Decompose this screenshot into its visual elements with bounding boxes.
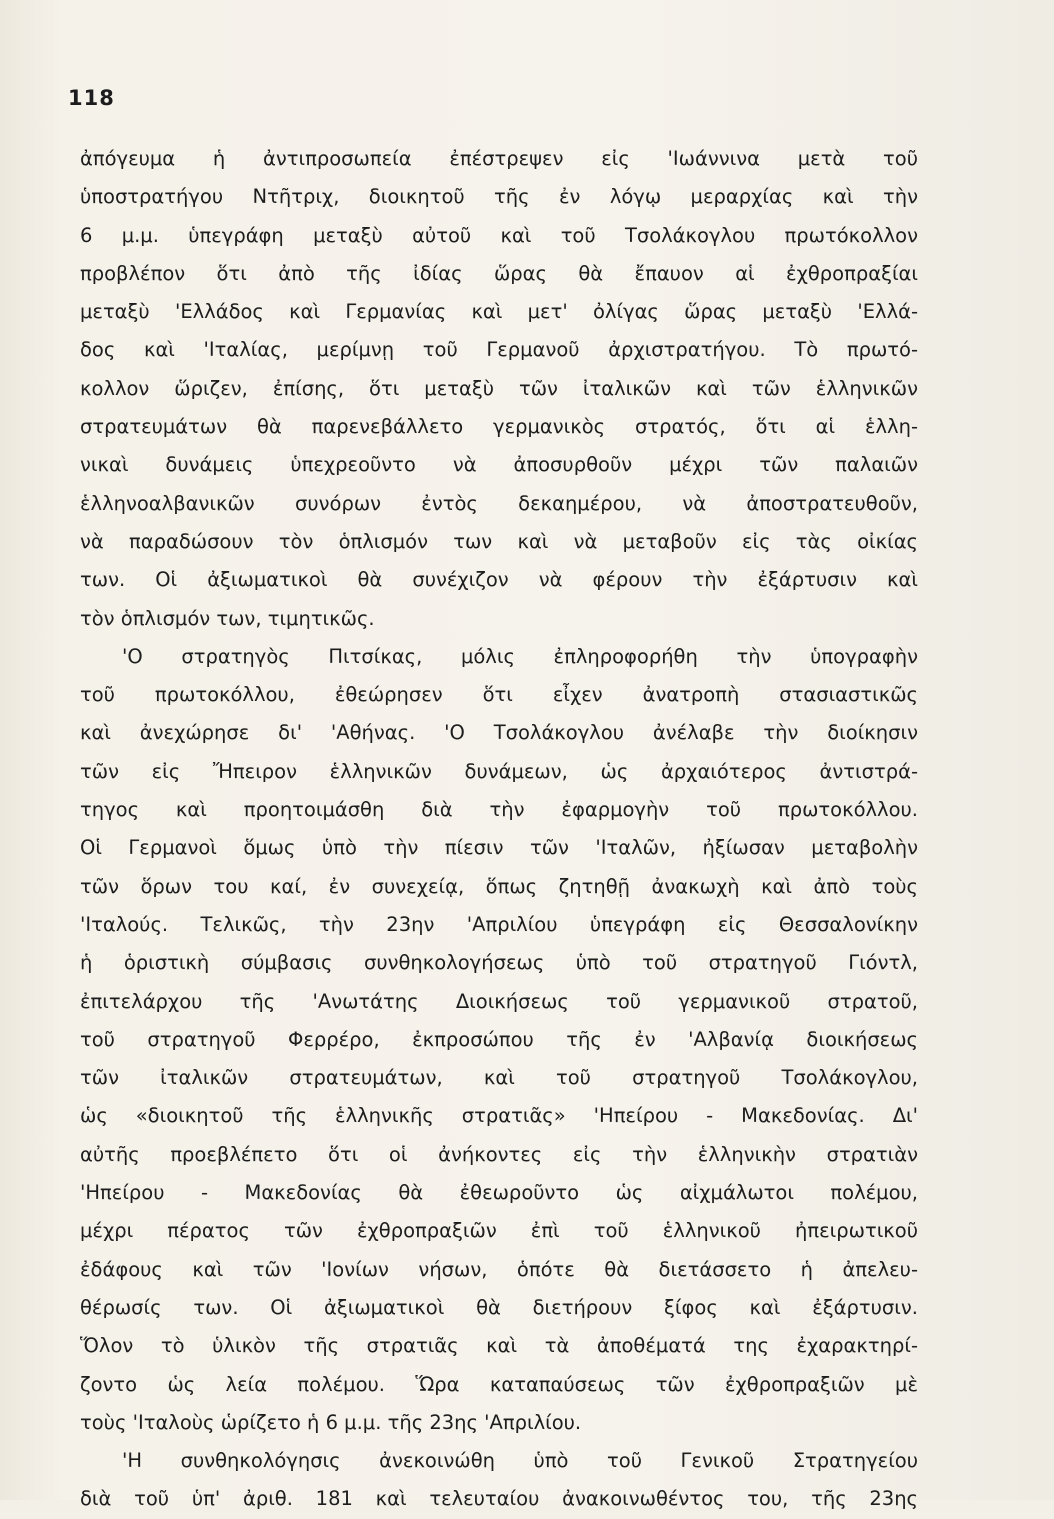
text-line: στρατευμάτων θὰ παρενεβάλλετο γερμανικὸς στρατός, ὅτι αἱ ἑλλη-	[80, 415, 918, 439]
text-line: ἀπόγευμα ἡ ἀντιπροσωπεία ἐπέστρεψεν εἰς 'Ιωάννινα μετὰ τοῦ	[80, 147, 918, 170]
text-line: θέρωσίς των. Οἱ ἀξιωματικοὶ θὰ διετήρουν ξίφος καὶ ἐξάρτυσιν.	[80, 1295, 918, 1319]
text-line: καὶ ἀνεχώρησε δι' 'Αθήνας. 'Ο Τσολάκογλου ἀνέλαβε τὴν διοίκησιν	[80, 721, 918, 745]
text-line: 'Η συνθηκολόγησις ἀνεκοινώθη ὑπὸ τοῦ Γενικοῦ Στρατηγείου	[122, 1449, 918, 1473]
text-line: προβλέπον ὅτι ἀπὸ τῆς ἰδίας ὥρας θὰ ἔπαυον αἱ ἐχθροπραξίαι	[80, 261, 918, 285]
text-line: Ὅλον τὸ ὑλικὸν τῆς στρατιᾶς καὶ τὰ ἀποθέματά της ἐχαρακτηρί-	[80, 1334, 918, 1358]
text-line: τῶν εἰς Ἤπειρον ἑλληνικῶν δυνάμεων, ὡς ἀρχαιότερος ἀντιστρά-	[80, 759, 918, 783]
text-line: ἡ ὁριστικὴ σύμβασις συνθηκολογήσεως ὑπὸ τοῦ στρατηγοῦ Γιόντλ,	[80, 951, 918, 975]
text-line: των. Οἱ ἀξιωματικοὶ θὰ συνέχιζον νὰ φέρουν τὴν ἐξάρτυσιν καὶ	[80, 568, 918, 592]
text-line: 'Ο στρατηγὸς Πιτσίκας, μόλις ἐπληροφορήθη τὴν ὑπογραφὴν	[122, 644, 918, 668]
text-line: 'Ηπείρου - Μακεδονίας θὰ ἐθεωροῦντο ὡς αἰχμάλωτοι πολέμου,	[80, 1181, 918, 1205]
text-line: ὡς «διοικητοῦ τῆς ἑλληνικῆς στρατιᾶς» 'Ηπείρου - Μακεδονίας. Δι'	[80, 1104, 918, 1128]
text-line: 'Ιταλούς. Τελικῶς, τὴν 23ην 'Απριλίου ὑπεγράφη εἰς Θεσσαλονίκην	[80, 912, 918, 936]
text-line: ἐδάφους καὶ τῶν 'Ιονίων νήσων, ὁπότε θὰ διετάσσετο ἡ ἀπελευ-	[80, 1257, 918, 1281]
text-line: ἐπιτελάρχου τῆς 'Ανωτάτης Διοικήσεως τοῦ γερμανικοῦ στρατοῦ,	[80, 989, 918, 1013]
page-number: 118	[68, 86, 115, 110]
text-line: νὰ παραδώσουν τὸν ὁπλισμόν των καὶ νὰ μεταβοῦν εἰς τὰς οἰκίας	[80, 529, 918, 553]
text-line: ὑποστρατήγου Ντῆτριχ, διοικητοῦ τῆς ἐν λόγῳ μεραρχίας καὶ τὴν	[80, 185, 918, 209]
text-line: τῶν ἰταλικῶν στρατευμάτων, καὶ τοῦ στρατηγοῦ Τσολάκογλου,	[80, 1066, 918, 1090]
paragraph	[80, 140, 918, 638]
text-line: ζοντο ὡς λεία πολέμου. Ὥρα καταπαύσεως τῶν ἐχθροπραξιῶν μὲ	[80, 1372, 918, 1396]
text-line: ἑλληνοαλβανικῶν συνόρων ἐντὸς δεκαημέρου, νὰ ἀποστρατευθοῦν,	[80, 491, 918, 515]
paragraph	[80, 638, 918, 1442]
paragraph	[80, 1442, 918, 1519]
text-line: μεταξὺ 'Ελλάδος καὶ Γερμανίας καὶ μετ' ὀλίγας ὥρας μεταξὺ 'Ελλά-	[80, 300, 918, 324]
text-line: τὸν ὁπλισμόν των, τιμητικῶς.	[80, 606, 375, 630]
text-line: τοῦ πρωτοκόλλου, ἐθεώρησεν ὅτι εἶχεν ἀνατροπὴ στασιαστικῶς	[80, 683, 918, 707]
text-line: δος καὶ 'Ιταλίας, μερίμνῃ τοῦ Γερμανοῦ ἀρχιστρατήγου. Τὸ πρωτό-	[80, 338, 918, 362]
text-line: νικαὶ δυνάμεις ὑπεχρεοῦντο νὰ ἀποσυρθοῦν μέχρι τῶν παλαιῶν	[80, 453, 918, 477]
text-line: Οἱ Γερμανοὶ ὅμως ὑπὸ τὴν πίεσιν τῶν 'Ιταλῶν, ἠξίωσαν μεταβολὴν	[80, 836, 918, 860]
text-line: τηγος καὶ προητοιμάσθη διὰ τὴν ἐφαρμογὴν τοῦ πρωτοκόλλου.	[80, 798, 918, 822]
text-line: τοῦ στρατηγοῦ Φερρέρο, ἐκπροσώπου τῆς ἐν 'Αλβανίᾳ διοικήσεως	[80, 1027, 918, 1051]
text-line: αὐτῆς προεβλέπετο ὅτι οἱ ἀνήκοντες εἰς τὴν ἑλληνικὴν στρατιὰν	[80, 1142, 918, 1166]
text-line: τοὺς 'Ιταλοὺς ὡρίζετο ἡ 6 μ.μ. τῆς 23ης 'Απριλίου.	[80, 1410, 582, 1434]
text-line: 6 μ.μ. ὑπεγράφη μεταξὺ αὐτοῦ καὶ τοῦ Τσολάκογλου πρωτόκολλον	[80, 223, 918, 247]
text-line: διὰ τοῦ ὑπ' ἀριθ. 181 καὶ τελευταίου ἀνακοινωθέντος του, τῆς 23ης	[80, 1487, 918, 1511]
text-line: κολλον ὥριζεν, ἐπίσης, ὅτι μεταξὺ τῶν ἰταλικῶν καὶ τῶν ἑλληνικῶν	[80, 376, 918, 400]
text-line: μέχρι πέρατος τῶν ἐχθροπραξιῶν ἐπὶ τοῦ ἑλληνικοῦ ἠπειρωτικοῦ	[80, 1219, 918, 1243]
body-text	[80, 140, 918, 1519]
text-line: τῶν ὅρων του καί, ἐν συνεχείᾳ, ὅπως ζητηθῇ ἀνακωχὴ καὶ ἀπὸ τοὺς	[80, 874, 918, 898]
